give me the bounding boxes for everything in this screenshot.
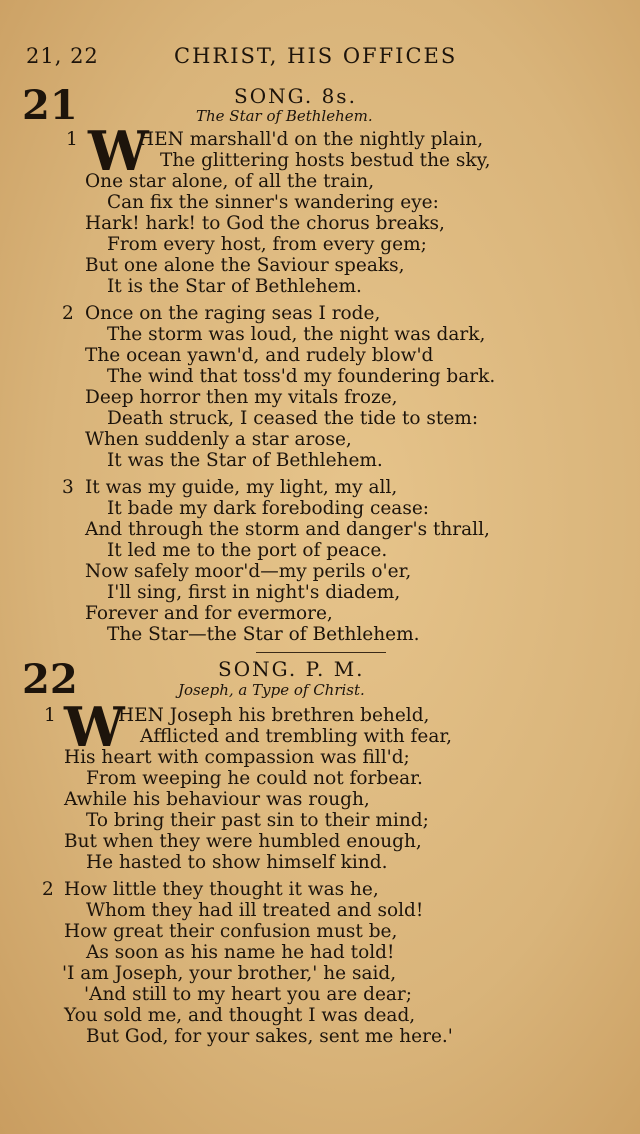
verse-number: 1 [66,129,78,150]
divider-rule [256,652,386,653]
song-heading: SONG. P. M. [218,657,365,681]
verse-line: Awhile his behaviour was rough, [64,789,370,810]
verse-line: The storm was loud, the night was dark, [107,324,486,345]
verse-line: From every host, from every gem; [107,234,427,255]
verse-line: HEN marshall'd on the nightly plain, [138,129,484,150]
verse-line: One star alone, of all the train, [85,171,375,192]
song-subtitle: Joseph, a Type of Christ. [178,681,365,699]
verse-line: The wind that toss'd my foundering bark. [107,366,496,387]
verse-line: From weeping he could not forbear. [86,768,423,789]
verse-number: 1 [44,705,56,726]
verse-number: 2 [42,879,54,900]
verse-line: Afflicted and trembling with fear, [140,726,453,747]
verse-line: It was the Star of Bethlehem. [107,450,383,471]
verse-line: But God, for your sakes, sent me here.' [86,1026,453,1047]
drop-cap: W [64,695,125,759]
verse-line: But when they were humbled enough, [64,831,422,852]
hymn-number: 22 [22,656,78,703]
verse-line: 'And still to my heart you are dear; [84,984,413,1005]
song-heading: SONG. 8s. [234,84,357,108]
verse-line: How little they thought it was he, [64,879,379,900]
running-header [26,44,626,74]
verse-line: Now safely moor'd—my perils o'er, [85,561,412,582]
verse-line: His heart with compassion was fill'd; [64,747,410,768]
hymn-number: 21 [22,82,78,129]
verse-line: It was my guide, my light, my all, [85,477,398,498]
verse-line: Can fix the sinner's wandering eye: [107,192,439,213]
verse-line: It led me to the port of peace. [107,540,388,561]
verse-line: To bring their past sin to their mind; [86,810,429,831]
page-numbers: 21, 22 [26,44,99,68]
section-title: CHRIST, HIS OFFICES [174,44,458,68]
verse-line: Deep horror then my vitals froze, [85,387,398,408]
verse-line: And through the storm and danger's thrall, [85,519,490,540]
verse-line: As soon as his name he had told! [86,942,395,963]
verse-number: 3 [62,477,74,498]
verse-line: The glittering hosts bestud the sky, [160,150,491,171]
verse-line: Whom they had ill treated and sold! [86,900,424,921]
verse-line: I'll sing, first in night's diadem, [107,582,401,603]
verse-line: It is the Star of Bethlehem. [107,276,362,297]
verse-number: 2 [62,303,74,324]
verse-line: It bade my dark foreboding cease: [107,498,430,519]
song-subtitle: The Star of Bethlehem. [196,107,373,125]
verse-line: HEN Joseph his brethren beheld, [118,705,430,726]
verse-line: Hark! hark! to God the chorus breaks, [85,213,445,234]
verse-line: 'I am Joseph, your brother,' he said, [62,963,397,984]
verse-line: Forever and for evermore, [85,603,333,624]
verse-line: The Star—the Star of Bethlehem. [107,624,420,645]
drop-cap: W [88,119,149,183]
verse-line: He hasted to show himself kind. [86,852,388,873]
verse-line: Death struck, I ceased the tide to stem: [107,408,479,429]
verse-line: When suddenly a star arose, [85,429,352,450]
verse-line: How great their confusion must be, [64,921,398,942]
verse-line: But one alone the Saviour speaks, [85,255,405,276]
verse-line: You sold me, and thought I was dead, [64,1005,416,1026]
verse-line: The ocean yawn'd, and rudely blow'd [85,345,434,366]
verse-line: Once on the raging seas I rode, [85,303,381,324]
